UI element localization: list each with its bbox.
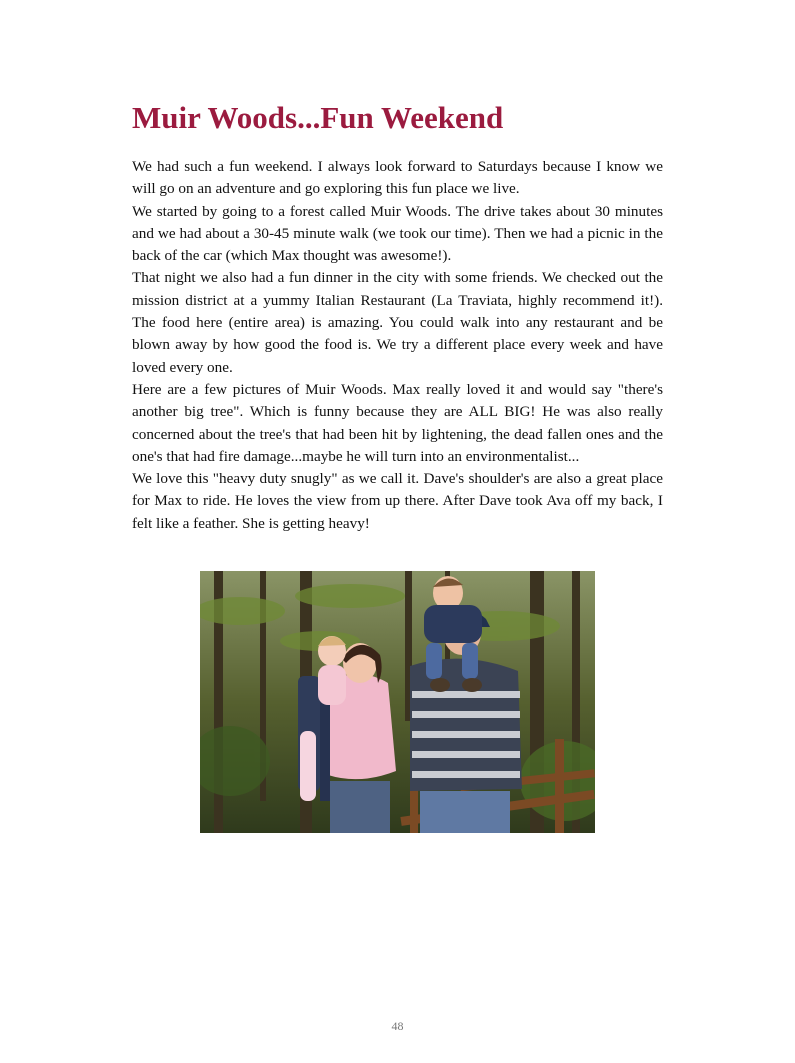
paragraph: Here are a few pictures of Muir Woods. Max really loved it and would say "there's another big tree". Which is funny because they are ALL BIG! He was also really concerned about the tree's that had been hit by lightening, the dead fallen ones and the one's that had fire damage...maybe he will turn into an environmentalist... — [132, 380, 663, 465]
paragraph: We started by going to a forest called Muir Woods. The drive takes about 30 minutes and we had about a 30-45 minute walk (we took our time). Then we had a picnic in the back of the car (which Max thought was awesome!). — [132, 202, 663, 265]
paragraph: That night we also had a fun dinner in the city with some friends. We checked out the mission district at a yummy Italian Restaurant (La Traviata, highly recommend it!). The food here (entire area) is amazing. You could walk into any restaurant and be blown away by how good the food is. We try a different place every week and have loved every one. — [132, 269, 663, 376]
page-number: 48 — [391, 1019, 404, 1033]
family-photo-illustration — [200, 571, 595, 833]
paragraph: We had such a fun weekend. I always look forward to Saturdays because I know we will go on an adventure and go exploring this fun place we live. — [132, 158, 663, 198]
body-text — [132, 156, 663, 535]
page-title: Muir Woods...Fun Weekend — [132, 100, 504, 135]
family-photo — [200, 571, 595, 833]
paragraph: We love this "heavy duty snugly" as we call it. Dave's shoulder's are also a great place for Max to ride. He loves the view from up there. After Dave took Ava off my back, I felt like a feather. She is getting heavy! — [132, 470, 663, 532]
